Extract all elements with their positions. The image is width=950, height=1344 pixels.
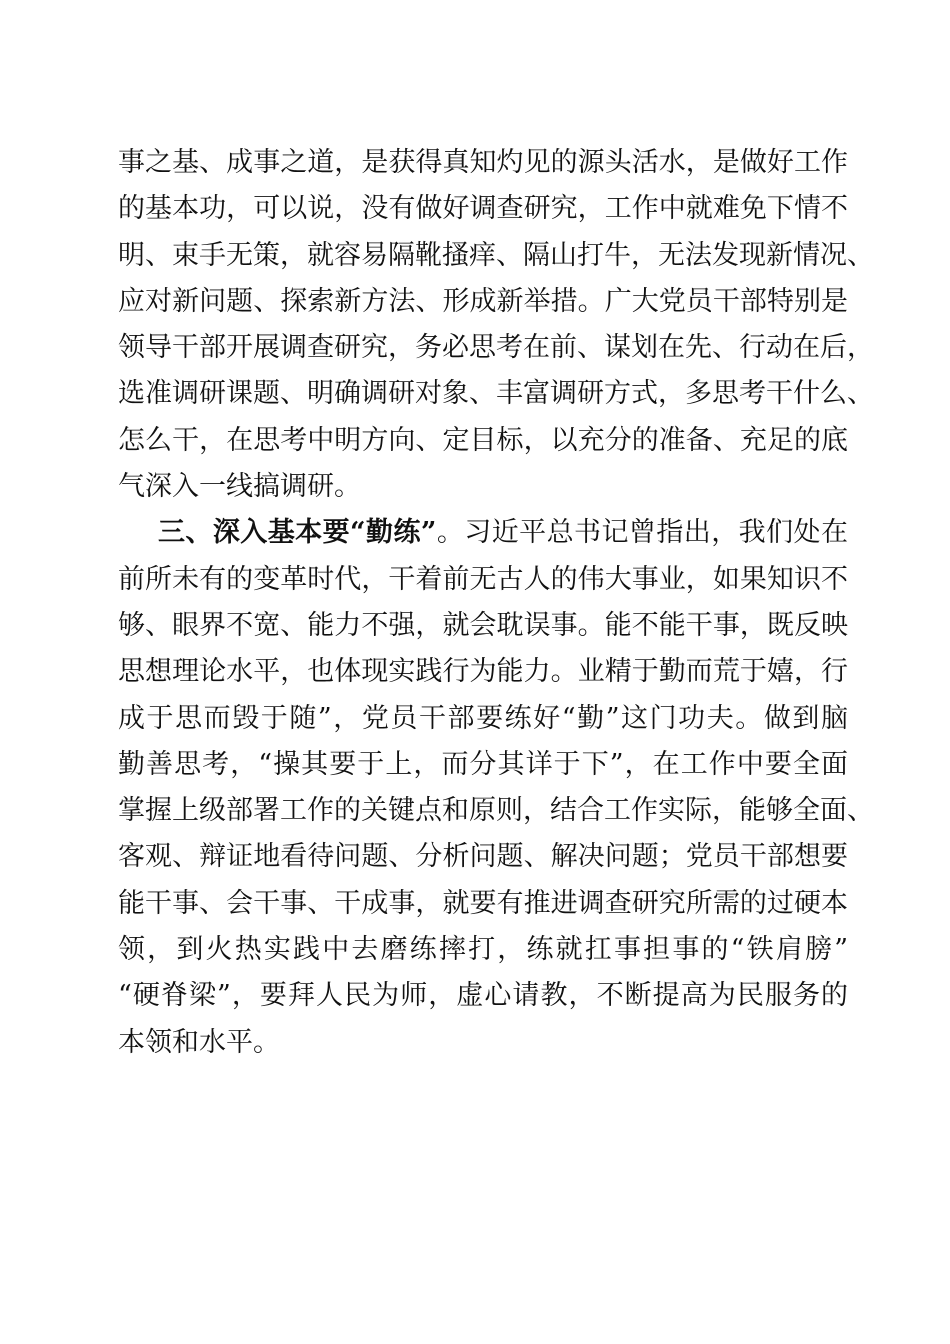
paragraph-line: 成于思而毁于随”，党员干部要练好“勤”这门功夫。做到脑 [118, 702, 848, 734]
paragraph-line: 明、束手无策，就容易隔靴搔痒、隔山打牛，无法发现新情况、 [118, 239, 874, 271]
paragraph-line: 本领和水平。 [118, 1026, 280, 1058]
paragraph-2 [118, 510, 874, 1066]
document-body [118, 140, 874, 1066]
paragraph-line: 气深入一线搞调研。 [118, 471, 361, 503]
paragraph-line-text: 。习近平总书记曾指出，我们处在 [436, 517, 848, 549]
paragraph-line: “硬脊梁”，要拜人民为师，虚心请教，不断提高为民服务的 [118, 980, 848, 1012]
paragraph-line: 客观、辩证地看待问题、分析问题、解决问题；党员干部想要 [118, 841, 848, 873]
paragraph-line: 够、眼界不宽、能力不强，就会耽误事。能不能干事，既反映 [118, 609, 848, 641]
paragraph-line: 怎么干，在思考中明方向、定目标，以充分的准备、充足的底 [118, 424, 848, 456]
paragraph-line: 思想理论水平，也体现实践行为能力。业精于勤而荒于嬉，行 [118, 656, 848, 688]
paragraph-line: 能干事、会干事、干成事，就要有推进调查研究所需的过硬本 [118, 887, 848, 919]
paragraph-1 [118, 140, 874, 510]
paragraph-line: 勤善思考，“操其要于上，而分其详于下”，在工作中要全面 [118, 748, 848, 780]
paragraph-first-line [118, 510, 848, 556]
paragraph-line: 事之基、成事之道，是获得真知灼见的源头活水，是做好工作 [118, 147, 848, 178]
section-heading: 三、深入基本要“勤练” [158, 517, 437, 549]
paragraph-line: 选准调研课题、明确调研对象、丰富调研方式，多思考干什么、 [118, 378, 874, 410]
paragraph-line: 领，到火热实践中去磨练摔打，练就扛事担事的“铁肩膀” [118, 934, 848, 966]
paragraph-line: 前所未有的变革时代，干着前无古人的伟大事业，如果知识不 [118, 563, 848, 595]
paragraph-line: 领导干部开展调查研究，务必思考在前、谋划在先、行动在后， [118, 332, 874, 364]
paragraph-line: 应对新问题、探索新方法、形成新举措。广大党员干部特别是 [118, 285, 848, 317]
paragraph-line: 掌握上级部署工作的关键点和原则，结合工作实际，能够全面、 [118, 795, 874, 827]
paragraph-line: 的基本功，可以说，没有做好调查研究，工作中就难免下情不 [118, 193, 848, 225]
